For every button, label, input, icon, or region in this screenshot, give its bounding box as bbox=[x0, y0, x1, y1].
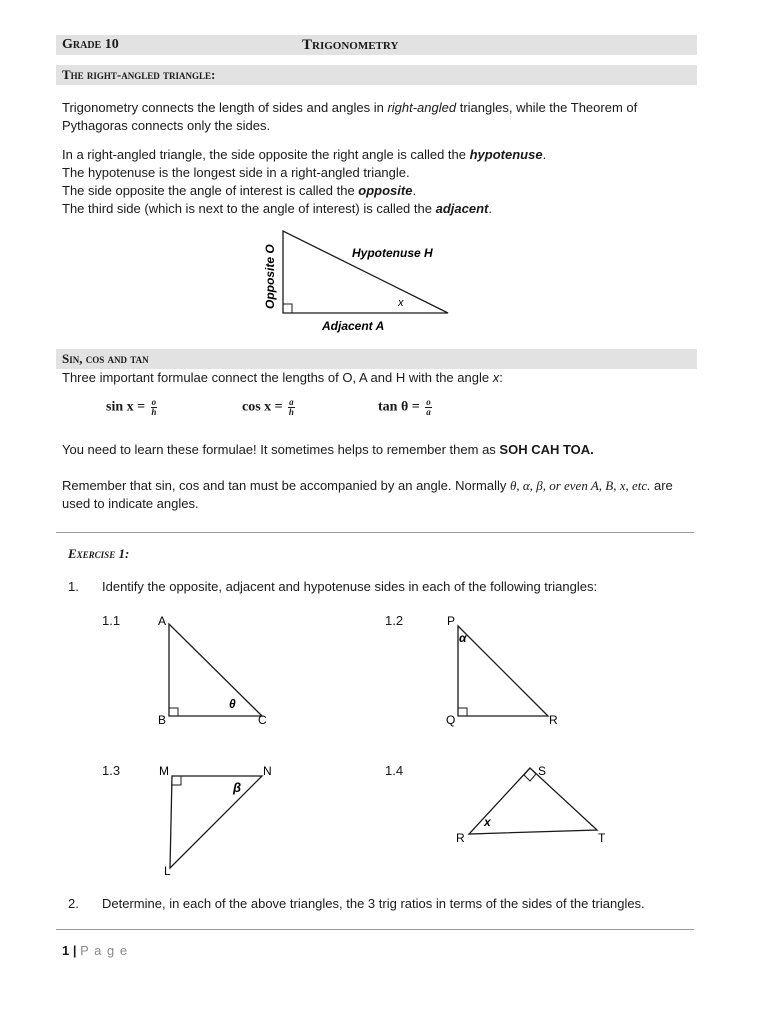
triangle-abc bbox=[169, 624, 262, 716]
def-opp-period: . bbox=[412, 183, 417, 198]
page-label: P a g e bbox=[80, 943, 129, 958]
intro-paragraph bbox=[62, 99, 702, 135]
angle-note-text-a: Remember that sin, cos and tan must be accompanied by an angle. Normally bbox=[62, 478, 511, 493]
def-hyp-text: In a right-angled triangle, the side opposite the right angle is called the bbox=[62, 147, 470, 162]
vertex-c: C bbox=[258, 713, 267, 727]
formulae-intro-var: x bbox=[492, 370, 500, 385]
tan-formula bbox=[378, 398, 432, 417]
triangle-1-3 bbox=[150, 760, 285, 880]
question-1-text: Identify the opposite, adjacent and hypotenuse sides in each of the following triangles: bbox=[102, 579, 598, 594]
triangle-mnl bbox=[170, 776, 262, 868]
triangle-pqr bbox=[458, 626, 548, 716]
angle-note-math: θ, α, β, or even A, B, x, etc. bbox=[510, 478, 651, 493]
page-number: 1 bbox=[62, 943, 70, 958]
vertex-n: N bbox=[263, 764, 272, 778]
right-triangle-diagram bbox=[250, 225, 470, 340]
divider-bottom bbox=[56, 929, 694, 930]
cos-formula bbox=[242, 398, 295, 417]
page-footer bbox=[62, 943, 128, 958]
triangle-1-1 bbox=[150, 610, 280, 730]
section-title-right-angled: The right-angled triangle: bbox=[62, 67, 216, 82]
vertex-t: T bbox=[598, 831, 606, 845]
definition-hypotenuse bbox=[62, 146, 702, 164]
def-hyp-period: . bbox=[542, 147, 547, 162]
def-opp-text: The side opposite the angle of interest is called the bbox=[62, 183, 359, 198]
adjacent-label: Adjacent A bbox=[322, 319, 385, 333]
vertex-l: L bbox=[164, 864, 171, 878]
vertex-r: R bbox=[549, 713, 558, 727]
right-angle-marker-q bbox=[458, 708, 467, 716]
triangle-1-1-number: 1.1 bbox=[102, 613, 121, 628]
section-title-sin-cos-tan: Sin, cos and tan bbox=[62, 351, 149, 366]
definition-longest: The hypotenuse is the longest side in a right-angled triangle. bbox=[62, 165, 410, 180]
vertex-s: S bbox=[538, 764, 547, 778]
formulae-intro-colon: : bbox=[499, 370, 503, 385]
definition-adjacent bbox=[62, 200, 702, 218]
tan-numerator: o bbox=[426, 397, 431, 407]
right-angle-marker bbox=[283, 304, 292, 313]
sin-formula bbox=[106, 398, 157, 417]
sin-denominator: h bbox=[151, 407, 157, 417]
vertex-a: A bbox=[158, 614, 167, 628]
formulae-intro-text: Three important formulae connect the lengths of O, A and H with the angle bbox=[62, 370, 493, 385]
right-angle-marker-m bbox=[172, 776, 181, 785]
cos-denominator: h bbox=[288, 407, 294, 417]
angle-theta: θ bbox=[229, 697, 236, 711]
vertex-p: P bbox=[447, 614, 456, 628]
angle-alpha: α bbox=[459, 631, 467, 645]
triangle-1-4-number: 1.4 bbox=[385, 763, 404, 778]
cos-fraction bbox=[288, 398, 295, 417]
sin-lhs: sin x = bbox=[106, 399, 146, 415]
right-angle-marker-s bbox=[524, 768, 536, 781]
vertex-m: M bbox=[159, 764, 169, 778]
intro-text-b: triangles, while the Theorem of Pythagoras connects only the sides. bbox=[62, 100, 638, 133]
divider-top bbox=[56, 532, 694, 533]
question-2-number: 2. bbox=[68, 896, 79, 911]
def-adj-period: . bbox=[488, 201, 492, 216]
tan-lhs: tan θ = bbox=[378, 399, 420, 415]
triangle-1-2 bbox=[440, 610, 570, 730]
formulae-intro bbox=[62, 369, 702, 387]
learn-formulae-note bbox=[62, 441, 702, 459]
angle-x-label: x bbox=[398, 297, 404, 309]
exercise-title: Exercise 1: bbox=[68, 546, 130, 561]
vertex-r-2: R bbox=[456, 831, 465, 845]
def-adj-text: The third side (which is next to the angle of interest) is called the bbox=[62, 201, 436, 216]
section-band-sin-cos-tan bbox=[56, 349, 697, 369]
angle-beta: β bbox=[233, 780, 242, 795]
def-opp-term: opposite bbox=[358, 183, 413, 198]
vertex-b: B bbox=[158, 713, 167, 727]
angle-note-text-b: are used to indicate angles. bbox=[62, 478, 673, 511]
angle-note bbox=[62, 477, 698, 513]
triangle-1-4 bbox=[450, 758, 615, 853]
question-2-text: Determine, in each of the above triangles, the 3 trig ratios in terms of the sides of the triangles. bbox=[102, 896, 645, 911]
angle-x: x bbox=[484, 815, 491, 829]
tan-denominator: a bbox=[426, 407, 431, 417]
right-angle-marker-b bbox=[169, 708, 178, 716]
def-adj-term: adjacent bbox=[435, 201, 489, 216]
cos-lhs: cos x = bbox=[242, 399, 283, 415]
opposite-label: Opposite O bbox=[263, 244, 277, 309]
intro-text-a: Trigonometry connects the length of sides and angles in bbox=[62, 100, 388, 115]
soh-cah-toa: SOH CAH TOA. bbox=[499, 442, 594, 457]
main-triangle bbox=[283, 231, 448, 313]
sin-numerator: o bbox=[151, 397, 157, 407]
hypotenuse-label: Hypotenuse H bbox=[352, 246, 433, 260]
page-title: Trigonometry bbox=[302, 37, 399, 53]
grade-label: Grade 10 bbox=[62, 37, 119, 52]
cos-numerator: a bbox=[289, 397, 294, 407]
triangle-1-3-number: 1.3 bbox=[102, 763, 121, 778]
intro-emphasis: right-angled bbox=[387, 100, 457, 115]
question-1-number: 1. bbox=[68, 579, 79, 594]
sin-fraction bbox=[151, 398, 158, 417]
triangle-1-2-number: 1.2 bbox=[385, 613, 404, 628]
definition-opposite bbox=[62, 182, 702, 200]
tan-fraction bbox=[425, 398, 432, 417]
page-separator: | bbox=[72, 943, 77, 958]
def-hyp-term: hypotenuse bbox=[469, 147, 543, 162]
learn-text: You need to learn these formulae! It sometimes helps to remember them as bbox=[62, 442, 500, 457]
vertex-q: Q bbox=[446, 713, 456, 727]
